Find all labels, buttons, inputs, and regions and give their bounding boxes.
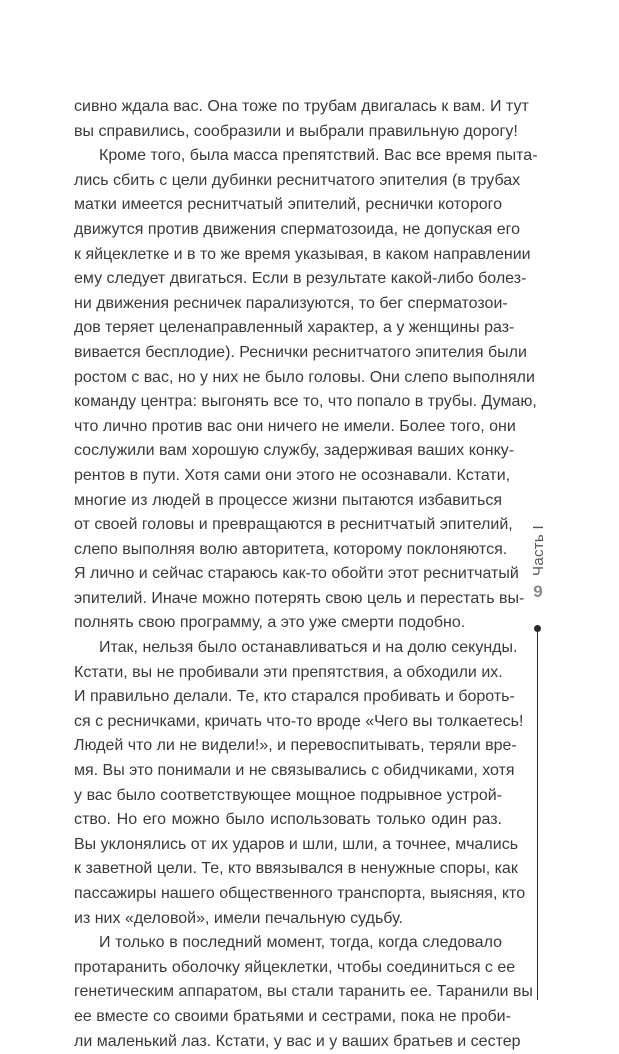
- text-line: лись сбить с цели дубинки реснитчатого эпителия (в трубах: [74, 171, 521, 189]
- text-line: вы справились, сообразили и выбрали правильную дорогу!: [74, 122, 518, 140]
- text-line: матки имеется реснитчатый эпителий, реснички которого: [74, 196, 502, 214]
- text-line: к заветной цели. Те, кто ввязывался в ненужные споры, как: [74, 860, 518, 878]
- text-line: слепо выполняя волю авторитета, которому поклоняются.: [74, 540, 508, 558]
- text-line: Итак, нельзя было останавливаться и на долю секунды.: [99, 639, 518, 657]
- text-line: вивается бесплодие). Реснички реснитчатого эпителия были: [74, 343, 527, 361]
- text-line: ростом с вас, но у них не было головы. Они слепо выполняли: [74, 368, 535, 386]
- text-line: Кроме того, была масса препятствий. Вас все время пыта-: [99, 147, 538, 165]
- text-line: многие из людей в процессе жизни пытаются избавиться: [74, 491, 502, 509]
- part-label-container: [520, 520, 556, 580]
- text-line: ли маленький лаз. Кстати, у вас и у ваших братьев и сестер: [74, 1032, 521, 1050]
- text-line: ее вместе со своими братьями и сестрами, пока не проби-: [74, 1007, 511, 1025]
- text-line: ему следует двигаться. Если в результате какой-либо болез-: [74, 270, 527, 288]
- text-line: рентов в пути. Хотя сами они этого не осознавали. Кстати,: [74, 466, 511, 484]
- text-line: протаранить оболочку яйцеклетки, чтобы соединиться с ее: [74, 958, 516, 976]
- text-line: движутся против движения сперматозоида, не допуская его: [74, 220, 521, 238]
- text-line: что лично против вас они ничего не имели. Более того, они: [74, 417, 516, 435]
- text-line: ство. Но его можно было использовать только один раз.: [74, 811, 502, 829]
- text-line: ся с ресничками, кричать что-то вроде «Чего вы толкаетесь!: [74, 712, 524, 730]
- text-line: Людей что ли не видели!», и перевоспитывать, теряли вре-: [74, 737, 517, 755]
- text-line: команду центра: выгонять все то, что попало в трубы. Думаю,: [74, 393, 537, 411]
- text-line: пассажиры нашего общественного транспорта, выясняя, кто: [74, 885, 526, 902]
- page-number: 9: [533, 582, 543, 601]
- text-line: эпителий. Иначе можно потерять свою цель и перестать вы-: [74, 589, 525, 607]
- text-line: к яйцеклетке и в то же время указывая, в каком направлении: [74, 245, 531, 263]
- text-line: ни движения ресничек парализуются, то бег сперматозои-: [74, 294, 508, 312]
- part-label: Часть I: [529, 524, 547, 576]
- text-line: от своей головы и превращаются в реснитчатый эпителий,: [74, 516, 513, 534]
- text-line: Кстати, вы не пробивали эти препятствия, а обходили их.: [74, 663, 503, 681]
- text-line: сивно ждала вас. Она тоже по трубам двигалась к вам. И тут: [74, 98, 529, 115]
- text-line: полнять свою программу, а это уже смерти подобно.: [74, 614, 466, 632]
- text-line: Вы уклонялись от их ударов и шли, шли, а точнее, мчались: [74, 835, 519, 853]
- text-line: И правильно делали. Те, кто старался пробивать и бороть-: [74, 688, 515, 706]
- text-line: дов теряет целенаправленный характер, а у женщины раз-: [74, 319, 515, 337]
- text-line: у вас было соответствующее мощное подрывное устрой-: [74, 786, 502, 804]
- text-line: Я лично и сейчас стараюсь как-то обойти этот реснитчатый: [74, 565, 519, 583]
- text-line: мя. Вы это понимали и не связывались с обидчиками, хотя: [74, 762, 515, 780]
- text-line: сослужили вам хорошую службу, задерживая ваших конку-: [74, 442, 515, 460]
- text-line: И только в последний момент, тогда, когда следовало: [99, 934, 502, 952]
- text-line: из них «деловой», имели печальную судьбу.: [74, 909, 403, 927]
- text-line: генетическим аппаратом, вы стали таранить ее. Таранили вы: [74, 983, 533, 1001]
- margin-marker-line: [537, 630, 538, 1000]
